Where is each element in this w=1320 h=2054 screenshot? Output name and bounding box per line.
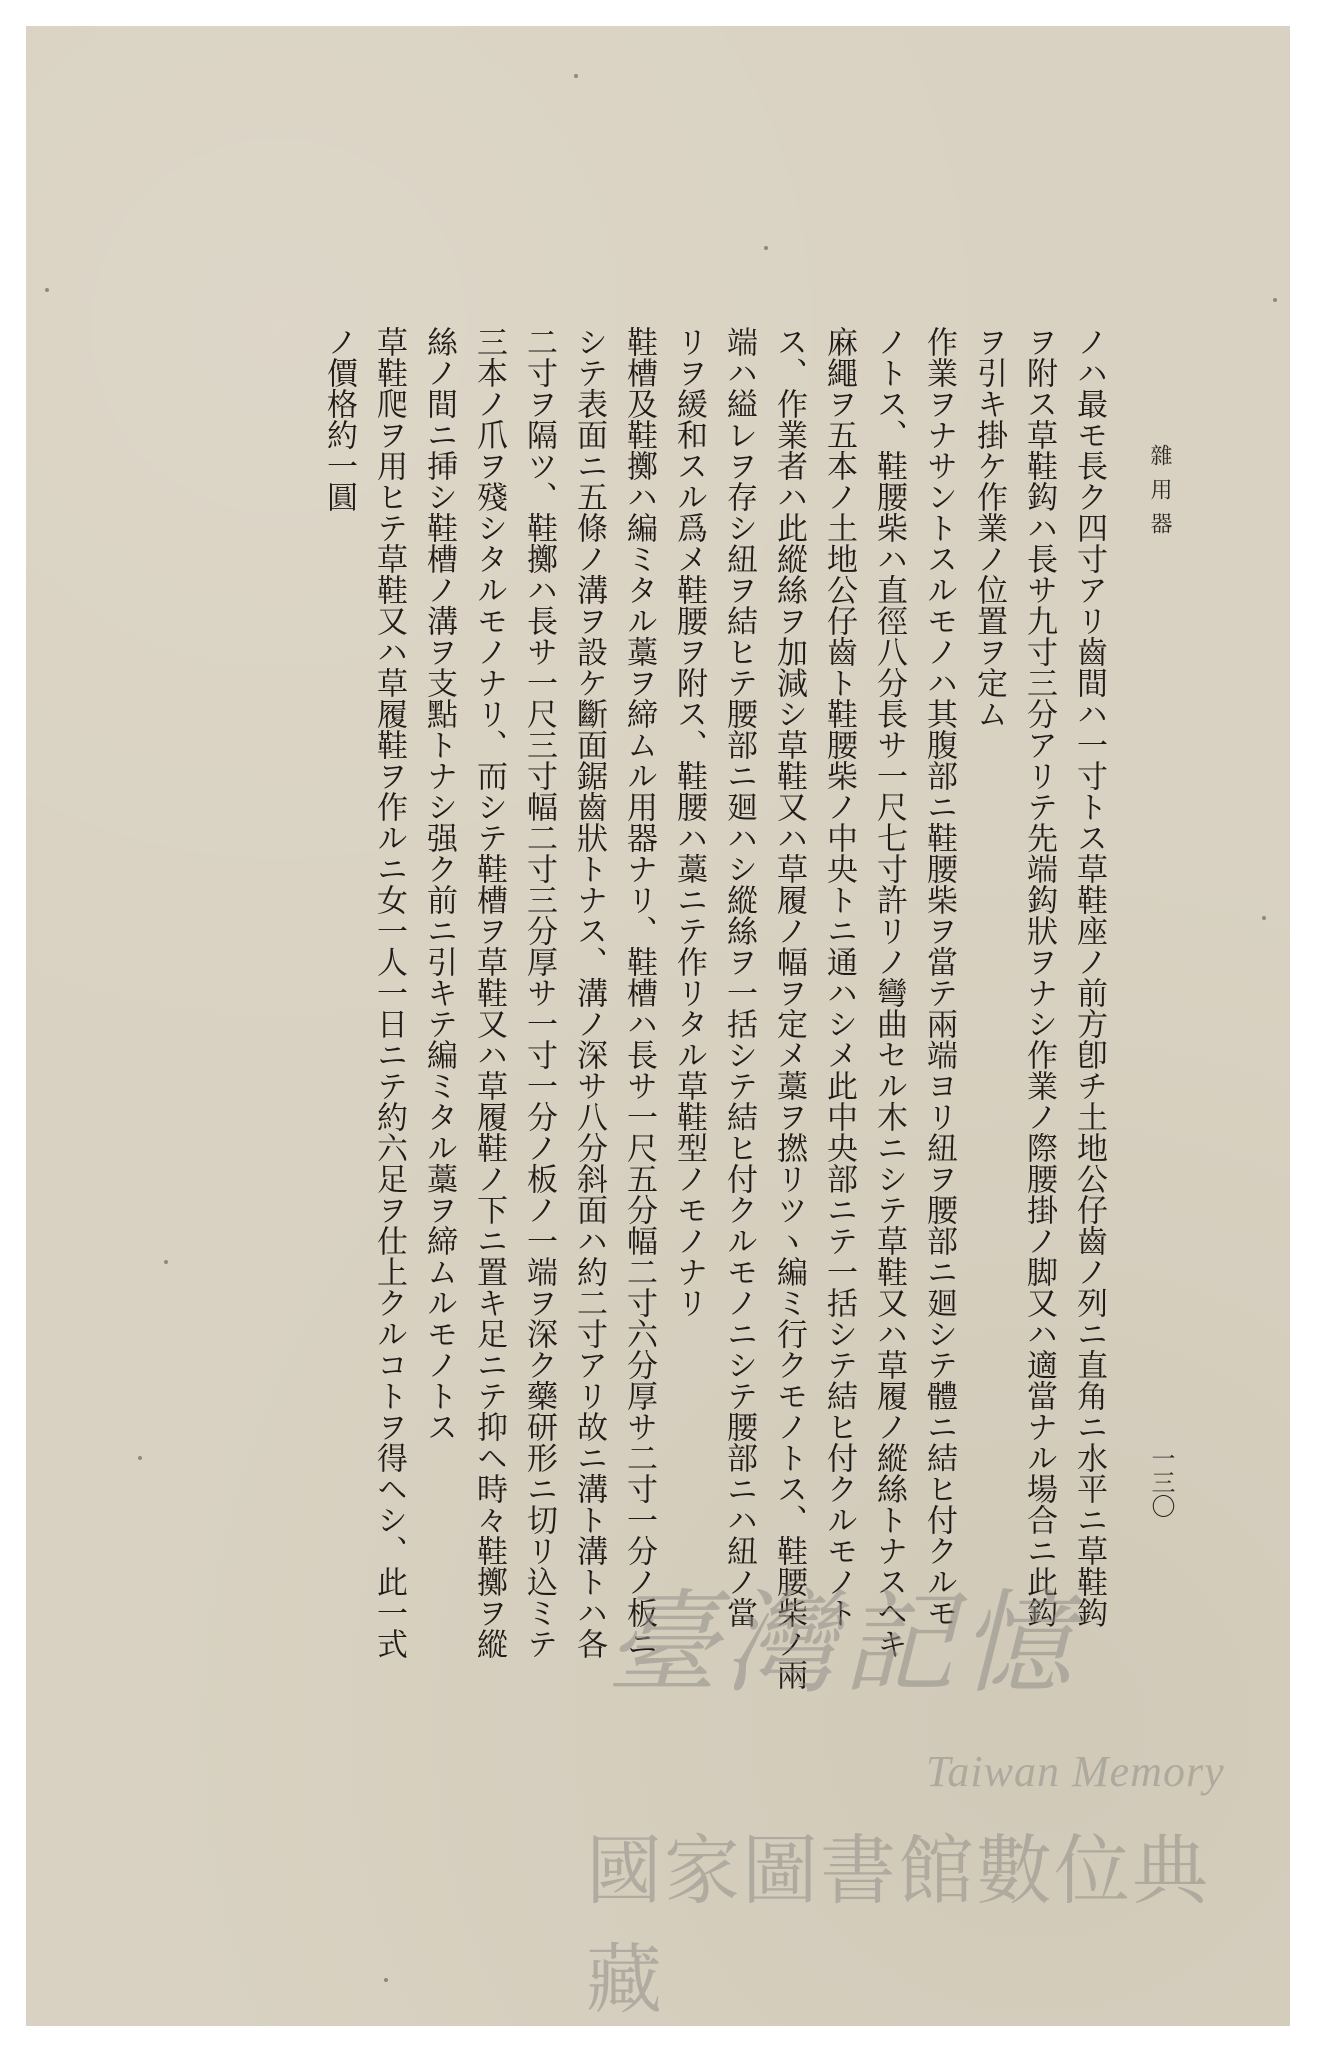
running-head: 雜用器 [1147,444,1172,546]
paper-speck [1262,916,1266,920]
page-number: 一三〇 [1147,1446,1175,1518]
text-column: ス、作業者ハ此縱絲ヲ加減シ草鞋又ハ草履ノ幅ヲ定メ藁ヲ撚リツヽ編ミ行クモノトス、鞋腰柴ノ兩 [771,326,807,1690]
text-column: 二寸ヲ隔ツ、鞋擲ハ長サ一尺三寸幅二寸三分厚サ一寸一分ノ板ノ一端ヲ深ク藥研形ニ切リ込ミテ [521,326,557,1659]
text-column: 麻繩ヲ五本ノ土地公仔齒ト鞋腰柴ノ中央トニ通ハシメ此中央部ニテ一括シテ結ヒ付クルモノト [821,326,857,1628]
text-column: リヲ緩和スル爲メ鞋腰ヲ附ス、鞋腰ハ藁ニテ作リタル草鞋型ノモノナリ [671,326,707,1318]
watermark-sub: 國家圖書館數位典藏 [586,1826,1210,2024]
text-column: 三本ノ爪ヲ殘シタルモノナリ、而シテ鞋槽ヲ草鞋又ハ草履鞋ノ下ニ置キ足ニテ抑ヘ時々鞋擲ヲ縱 [471,326,507,1659]
paper-speck [764,246,768,250]
text-column: 草鞋爬ヲ用ヒテ草鞋又ハ草履鞋ヲ作ルニ女一人一日ニテ約六足ヲ仕上クルコトヲ得ヘシ、此一式 [371,326,407,1659]
watermark-english: Taiwan Memory [926,1747,1225,1796]
paper-speck [384,1978,388,1982]
paper-speck [164,1260,168,1264]
text-column: シテ表面ニ五條ノ溝ヲ設ケ斷面鋸齒狀トナス、溝ノ深サ八分斜面ハ約二寸アリ故ニ溝ト溝トハ各 [571,326,607,1659]
book-page [26,26,1290,2026]
text-column: 作業ヲナサントスルモノハ其腹部ニ鞋腰柴ヲ當テ兩端ヨリ紐ヲ腰部ニ廻シテ體ニ結ヒ付クルモ [921,326,957,1628]
paper-speck [574,74,578,78]
paper-speck [45,288,49,292]
paper-speck [138,1456,142,1460]
text-column: 絲ノ間ニ挿シ鞋槽ノ溝ヲ支點トナシ强ク前ニ引キテ編ミタル藁ヲ締ムルモノトス [421,326,457,1442]
text-column: ノ價格約一圓 [321,326,357,512]
text-column: ノハ最モ長ク四寸アリ齒間ハ一寸トス草鞋座ノ前方卽チ土地公仔齒ノ列ニ直角ニ水平ニ草鞋鈎 [1071,326,1107,1628]
paper-speck [1273,298,1277,302]
text-column: ヲ附ス草鞋鈎ハ長サ九寸三分アリテ先端鈎狀ヲナシ作業ノ際腰掛ノ脚又ハ適當ナル場合ニ此鈎 [1021,326,1057,1628]
library-watermark [586,1554,1276,2024]
text-column: ヲ引キ掛ケ作業ノ位置ヲ定ム [971,326,1007,729]
text-column: ノトス、鞋腰柴ハ直徑八分長サ一尺七寸許リノ彎曲セル木ニシテ草鞋又ハ草履ノ縱絲トナスヘキ [871,326,907,1659]
watermark-main: 臺灣記憶 [606,1579,1078,1709]
text-column: 端ハ縊レヲ存シ紐ヲ結ヒテ腰部ニ廻ハシ縱絲ヲ一括シテ結ヒ付クルモノニシテ腰部ニハ紐ノ當 [721,326,757,1628]
text-column: 鞋槽及鞋擲ハ編ミタル藁ヲ締ムル用器ナリ、鞋槽ハ長サ一尺五分幅二寸六分厚サ二寸一分ノ板ニ [621,326,657,1659]
